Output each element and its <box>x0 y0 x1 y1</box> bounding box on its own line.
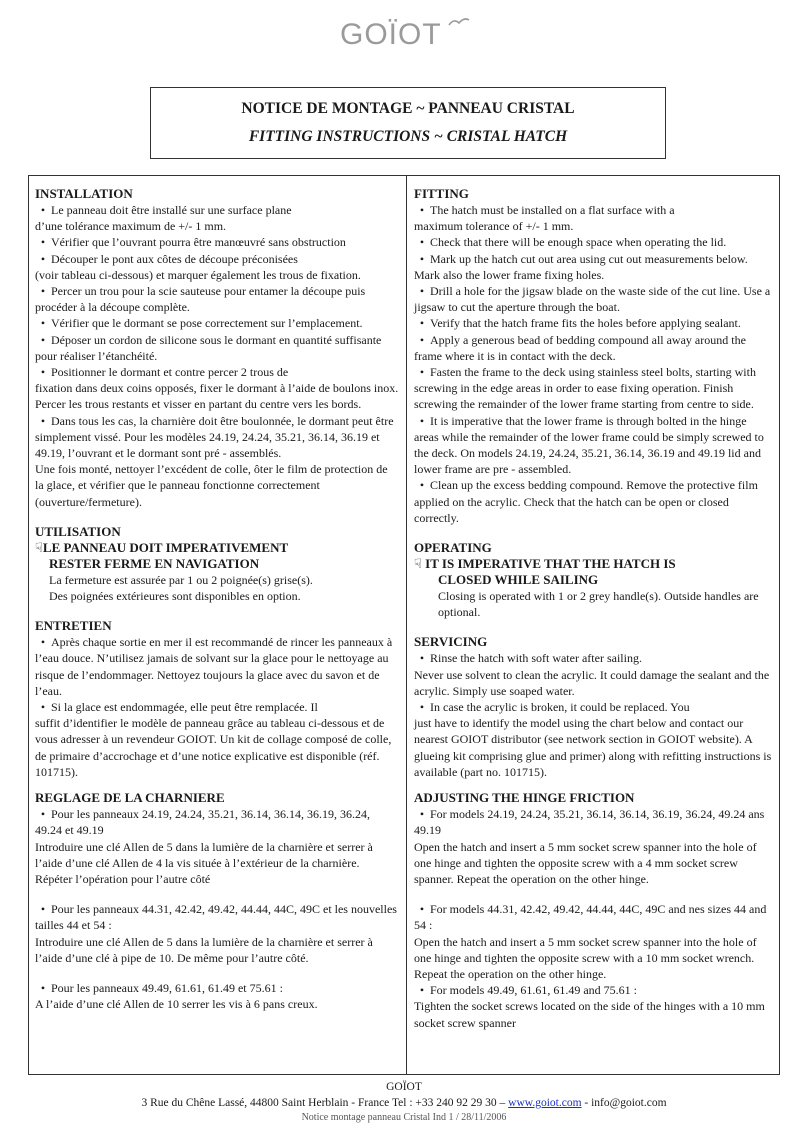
text-paragraph: suffit d’identifier le modèle de panneau grâce au tableau ci-dessous et de vous adresser à un revendeur GOIOT. Un kit de collage composé de colle, de primaire d’accrochage et d’une notice explicative est disponible (réf. 101715). <box>35 716 392 779</box>
bullet-icon: • <box>419 332 425 347</box>
text-paragraph: Closing is operated with 1 or 2 grey handle(s). Outside handles are optional. <box>438 589 759 620</box>
bullet-icon: • <box>40 332 46 347</box>
list-item: • Vérifier que l’ouvrant pourra être manœuvré sans obstruction <box>35 234 399 250</box>
section-heading: ADJUSTING THE HINGE FRICTION <box>414 790 635 806</box>
section-heading: SERVICING <box>414 634 488 650</box>
french-column <box>35 186 399 1012</box>
footer-address: 3 Rue du Chêne Lassé, 44800 Saint Herblain - France Tel : +33 240 92 29 30 – www.goiot.com - info@goiot.com <box>141 1097 667 1109</box>
bullet-icon: • <box>40 807 46 822</box>
text-line: fixation dans deux coins opposés, fixer le dormant à l’aide de boulons inox. Percer les trous restants et visser en partant du centre vers les bords. <box>35 381 399 412</box>
text-paragraph: Open the hatch and insert a 5 mm socket screw spanner into the hole of one hinge and tighten the opposite screw with a 4 mm socket screw spanner. Repeat the operation on the other hinge. <box>414 839 757 886</box>
text-paragraph: Never use solvent to clean the acrylic. It could damage the sealant and the acrylic. Simply use soaped water. <box>414 667 770 698</box>
pointing-hand-icon: ☟ <box>414 556 426 572</box>
bullet-icon: • <box>419 365 425 380</box>
bullet-icon: • <box>419 807 425 822</box>
text-line: (voir tableau ci-dessous) et marquer également les trous de fixation. <box>35 267 361 282</box>
list-item: • Check that there will be enough space when operating the lid. <box>414 234 772 250</box>
bullet-icon: • <box>40 251 46 266</box>
text-line: Des poignées extérieures sont disponibles en option. <box>49 589 301 604</box>
column-divider <box>406 175 407 1075</box>
seagull-icon <box>448 16 470 30</box>
list-item: • Déposer un cordon de silicone sous le dormant en quantité suffisante pour réaliser l’étanchéité. <box>35 332 382 363</box>
list-item: • For models 49.49, 61.61, 61.49 and 75.61 : <box>414 982 772 998</box>
bullet-icon: • <box>40 365 46 380</box>
list-item: • Mark up the hatch cut out area using cut out measurements below. Mark also the lower frame fixing holes. <box>414 251 748 282</box>
list-item: • Vérifier que le dormant se pose correctement sur l’emplacement. <box>35 315 399 331</box>
bullet-icon: • <box>40 902 46 917</box>
brand-logo <box>340 14 470 54</box>
list-item: • Pour les panneaux 24.19, 24.24, 35.21, 36.14, 36.14, 36.19, 36.24, 49.24 et 49.19 <box>35 807 370 838</box>
list-item: • Dans tous les cas, la charnière doit être boulonnée, le dormant peut être simplement vissé. Pour les modèles 24.19, 24.24, 35.21, 36.14, 36.19 et 49.19, l’ouvrant et le dormant sont pré - assemblés. <box>35 413 394 461</box>
bullet-icon: • <box>40 700 46 715</box>
website-link[interactable]: www.goiot.com <box>508 1097 582 1109</box>
list-item: • Le panneau doit être installé sur une surface plane <box>35 202 399 218</box>
bullet-icon: • <box>40 203 46 217</box>
list-item: • Percer un trou pour la scie sauteuse pour entamer la découpe puis procéder à la découpe complète. <box>35 284 366 315</box>
text-line: d’une tolérance maximum de +/- 1 mm. <box>35 219 227 234</box>
list-item: • Fasten the frame to the deck using stainless steel bolts, starting with screwing in the edge areas in order to ease fixing operation. Finish screwing the remainder of the lower frame starting from centre to side. <box>414 365 756 412</box>
warning-line: ☟ IT IS IMPERATIVE THAT THE HATCH IS <box>414 556 676 572</box>
text-paragraph: Open the hatch and insert a 5 mm socket screw spanner into the hole of one hinge and tighten the opposite screw with a 10 mm socket wrench. Repeat the operation on the other hinge. <box>414 934 757 981</box>
list-item: • For models 44.31, 42.42, 49.42, 44.44, 44C, 49C and nes sizes 44 and 54 : <box>414 902 767 933</box>
section-heading: FITTING <box>414 186 469 201</box>
list-item: • Si la glace est endommagée, elle peut être remplacée. Il <box>35 699 399 715</box>
bullet-icon: • <box>419 651 425 666</box>
list-item: • Rinse the hatch with soft water after sailing. <box>414 650 772 666</box>
bullet-icon: • <box>40 413 46 428</box>
bullet-icon: • <box>40 316 46 331</box>
list-item: • In case the acrylic is broken, it could be replaced. You <box>414 699 772 715</box>
list-item: • Pour les panneaux 49.49, 61.61, 61.49 et 75.61 : <box>35 980 399 996</box>
section-heading: UTILISATION <box>35 523 121 539</box>
list-item: • Après chaque sortie en mer il est recommandé de rincer les panneaux à l’eau douce. N’utilisez jamais de solvant sur la glace pour le nettoyage au risque de l’endommager. Nettoyez toujours la glace avec du savon et de l’eau. <box>35 635 393 698</box>
title-english: FITTING INSTRUCTIONS ~ CRISTAL HATCH <box>248 128 568 145</box>
bullet-icon: • <box>419 413 425 428</box>
section-heading: ENTRETIEN <box>35 618 112 634</box>
pointing-hand-icon: ☟ <box>35 539 43 555</box>
bullet-icon: • <box>419 235 425 250</box>
text-line: A l’aide d’une clé Allen de 10 serrer les vis à 6 pans creux. <box>35 997 318 1012</box>
section-heading: REGLAGE DE LA CHARNIERE <box>35 790 225 806</box>
footer-document-reference: Notice montage panneau Cristal Ind 1 / 28/11/2006 <box>301 1112 507 1123</box>
footer-company: GOÏOT <box>386 1081 422 1093</box>
bullet-icon: • <box>419 983 425 998</box>
list-item: • Positionner le dormant et contre percer 2 trous de <box>35 364 399 380</box>
list-item: • For models 24.19, 24.24, 35.21, 36.14, 36.14, 36.19, 36.24, 49.24 ans 49.19 <box>414 807 765 838</box>
title-box <box>150 87 666 159</box>
warning-line: RESTER FERME EN NAVIGATION <box>49 555 260 571</box>
logo-text: GOÏOT <box>340 18 442 51</box>
title-french: NOTICE DE MONTAGE ~ PANNEAU CRISTAL <box>241 100 575 117</box>
bullet-icon: • <box>419 478 425 493</box>
bullet-icon: • <box>40 235 46 250</box>
text-paragraph: Une fois monté, nettoyer l’excédent de colle, ôter le film de protection de la glace, et vérifier que le panneau fonctionne correctement (ouverture/fermeture). <box>35 462 388 509</box>
text-line: La fermeture est assurée par 1 ou 2 poignée(s) grise(s). <box>49 572 313 587</box>
list-item: • The hatch must be installed on a flat surface with a <box>414 202 772 218</box>
text-paragraph: Tighten the socket screws located on the side of the hinges with a 10 mm socket screw spanner <box>414 999 765 1030</box>
warning-line: ☟LE PANNEAU DOIT IMPERATIVEMENT <box>35 539 289 555</box>
text-paragraph: Introduire une clé Allen de 5 dans la lumière de la charnière et serrer à l’aide d’une clé à pipe de 10. De même pour l’autre côté. <box>35 934 373 965</box>
bullet-icon: • <box>419 700 425 715</box>
list-item: • Clean up the excess bedding compound. Remove the protective film applied on the acrylic. Check that the hatch can be open or closed correctly. <box>414 478 758 525</box>
bullet-icon: • <box>419 203 425 217</box>
warning-line: CLOSED WHILE SAILING <box>438 572 599 588</box>
bullet-icon: • <box>419 284 425 299</box>
text-paragraph: just have to identify the model using the chart below and contact our nearest GOIOT distributor (see network section in GOIOT website). A glueing kit comprising glue and primer) along with refitting instructions is available (part no. 101715). <box>414 716 772 779</box>
bullet-icon: • <box>40 980 46 995</box>
bullet-icon: • <box>419 316 425 331</box>
list-item: • Pour les panneaux 44.31, 42.42, 49.42, 44.44, 44C, 49C et les nouvelles tailles 44 et 54 : <box>35 902 397 933</box>
list-item: • Découper le pont aux côtes de découpe préconisées <box>35 251 399 267</box>
section-heading: OPERATING <box>414 540 492 556</box>
text-paragraph: Introduire une clé Allen de 5 dans la lumière de la charnière et serrer à l’aide d’une clé Allen de 4 la vis située à l’extérieur de la charnière. Répéter l’opération pour l’autre côté <box>35 839 373 886</box>
text-line: maximum tolerance of +/- 1 mm. <box>414 219 574 234</box>
bullet-icon: • <box>419 251 425 266</box>
bullet-icon: • <box>419 902 425 917</box>
list-item: • It is imperative that the lower frame is through bolted in the hinge areas while the remainder of the lower frame could be simply screwed to the deck. On models 24.19, 24.24, 35.21, 36.14, 36.19 and 49.19 lid and lower frame are pre - assembled. <box>414 413 764 477</box>
bullet-icon: • <box>40 635 46 650</box>
list-item: • Apply a generous bead of bedding compound all away around the frame where it is in contact with the deck. <box>414 332 746 363</box>
list-item: • Drill a hole for the jigsaw blade on the waste side of the cut line. Use a jigsaw to cut the aperture through the boat. <box>414 284 771 315</box>
list-item: • Verify that the hatch frame fits the holes before applying sealant. <box>414 315 772 331</box>
section-heading: INSTALLATION <box>35 186 133 201</box>
english-column <box>414 186 772 1031</box>
bullet-icon: • <box>40 284 46 299</box>
